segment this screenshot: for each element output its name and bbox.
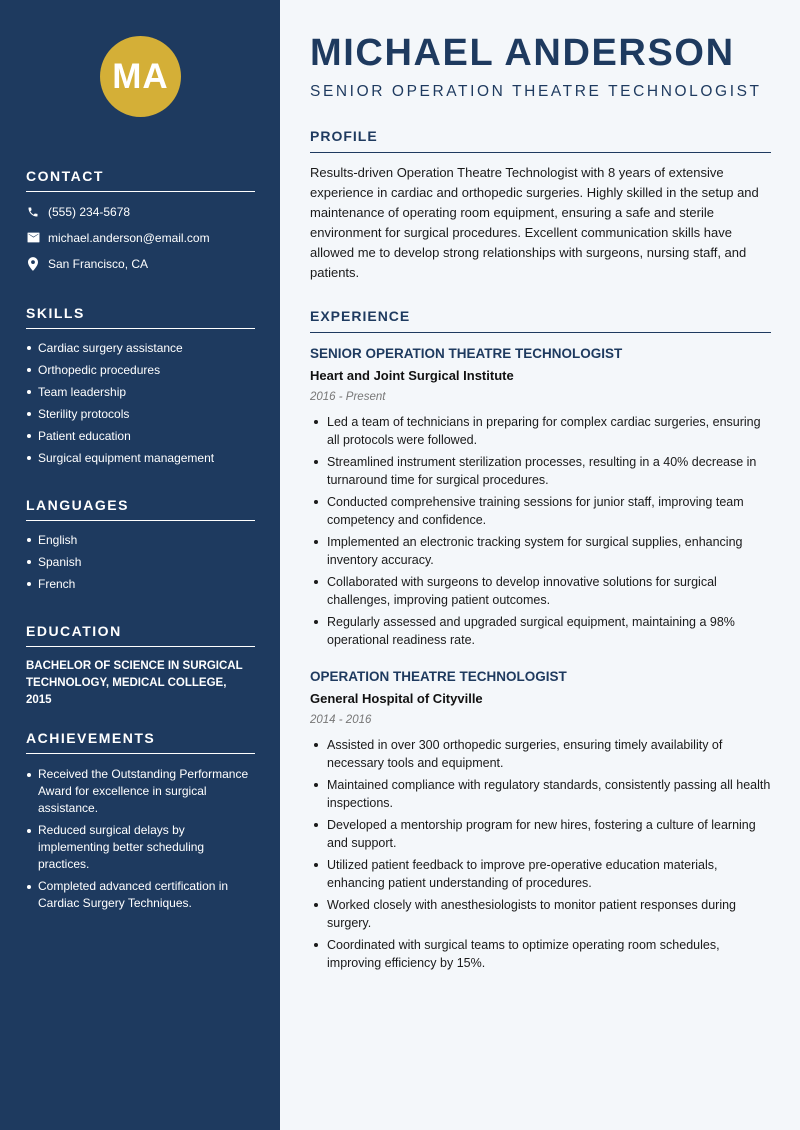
contact-email — [26, 230, 255, 245]
skill-item: Team leadership — [26, 385, 255, 399]
profile-text: Results-driven Operation Theatre Technologist with 8 years of extensive experience in cardiac and orthopedic surgeries. Highly skilled in the setup and maintenance of operating room equipment, ensuring a safe and sterile environment for surgical procedures. Excellent communication skills have allowed me to develop strong relationships with surgeons, nursing staff, and patients. — [310, 165, 759, 280]
profile-heading: PROFILE — [310, 128, 771, 153]
education-section — [26, 623, 255, 709]
languages-heading: LANGUAGES — [26, 497, 255, 521]
language-item: English — [26, 533, 255, 547]
job-dates: 2016 - Present — [310, 391, 386, 403]
skills-heading: SKILLS — [26, 305, 255, 329]
location-pin-icon — [26, 257, 40, 271]
language-item: Spanish — [26, 555, 255, 569]
education-degree: BACHELOR OF SCIENCE IN SURGICAL TECHNOLOGY, MEDICAL COLLEGE, 2015 — [26, 660, 243, 706]
skill-item: Surgical equipment management — [26, 451, 255, 465]
avatar — [100, 36, 181, 117]
job-bullets — [310, 413, 771, 649]
mail-icon — [26, 231, 40, 245]
avatar-initials: MA — [112, 56, 169, 96]
achievement-item: Completed advanced certification in Cardiac Surgery Techniques. — [26, 878, 255, 912]
job-dates: 2014 - 2016 — [310, 714, 372, 726]
education-heading: EDUCATION — [26, 623, 255, 647]
candidate-title: SENIOR OPERATION THEATRE TECHNOLOGIST — [310, 83, 762, 100]
job-title: OPERATION THEATRE TECHNOLOGIST — [310, 669, 567, 684]
job-title: SENIOR OPERATION THEATRE TECHNOLOGIST — [310, 346, 623, 361]
job-bullet: Led a team of technicians in preparing for complex cardiac surgeries, ensuring all protocols were followed. — [310, 413, 771, 449]
job-entry — [310, 669, 771, 976]
job-bullet: Conducted comprehensive training sessions for junior staff, improving team competency and confidence. — [310, 493, 771, 529]
contact-phone — [26, 204, 255, 219]
languages-list — [26, 533, 255, 591]
job-bullet: Implemented an electronic tracking system for surgical supplies, enhancing inventory accuracy. — [310, 533, 771, 569]
experience-heading: EXPERIENCE — [310, 308, 771, 333]
language-item: French — [26, 577, 255, 591]
achievements-list — [26, 766, 255, 912]
job-company: General Hospital of Cityville — [310, 691, 483, 706]
achievements-section — [26, 730, 255, 917]
skill-item: Cardiac surgery assistance — [26, 341, 255, 355]
contact-heading: CONTACT — [26, 168, 255, 192]
job-bullet: Worked closely with anesthesiologists to monitor patient responses during surgery. — [310, 896, 771, 932]
candidate-name: MICHAEL ANDERSON — [310, 32, 735, 74]
achievement-item: Reduced surgical delays by implementing better scheduling practices. — [26, 822, 255, 873]
job-bullet: Coordinated with surgical teams to optimize operating room schedules, improving efficiency by 15%. — [310, 936, 771, 972]
languages-section — [26, 497, 255, 599]
job-bullet: Utilized patient feedback to improve pre-operative education materials, enhancing patient understanding of procedures. — [310, 856, 771, 892]
job-bullet: Collaborated with surgeons to develop innovative solutions for surgical challenges, improving patient outcomes. — [310, 573, 771, 609]
contact-section — [26, 168, 255, 271]
phone-icon — [26, 205, 40, 219]
skill-item: Orthopedic procedures — [26, 363, 255, 377]
job-bullets — [310, 736, 771, 972]
job-bullet: Streamlined instrument sterilization processes, resulting in a 40% decrease in turnaround time for surgical procedures. — [310, 453, 771, 489]
job-company: Heart and Joint Surgical Institute — [310, 368, 514, 383]
contact-location — [26, 256, 255, 271]
skill-item: Sterility protocols — [26, 407, 255, 421]
achievements-heading: ACHIEVEMENTS — [26, 730, 255, 754]
job-bullet: Assisted in over 300 orthopedic surgeries, ensuring timely availability of necessary tools and equipment. — [310, 736, 771, 772]
skills-list — [26, 341, 255, 465]
skills-section — [26, 305, 255, 473]
email-text[interactable]: michael.anderson@email.com — [48, 230, 210, 245]
job-bullet: Regularly assessed and upgraded surgical equipment, maintaining a 98% operational readiness rate. — [310, 613, 771, 649]
phone-text[interactable]: (555) 234-5678 — [48, 204, 131, 219]
skill-item: Patient education — [26, 429, 255, 443]
job-bullet: Developed a mentorship program for new hires, fostering a culture of learning and support. — [310, 816, 771, 852]
location-text: San Francisco, CA — [48, 256, 149, 271]
sidebar — [0, 0, 280, 1130]
job-bullet: Maintained compliance with regulatory standards, consistently passing all health inspections. — [310, 776, 771, 812]
job-entry — [310, 346, 771, 653]
achievement-item: Received the Outstanding Performance Award for excellence in surgical assistance. — [26, 766, 255, 817]
